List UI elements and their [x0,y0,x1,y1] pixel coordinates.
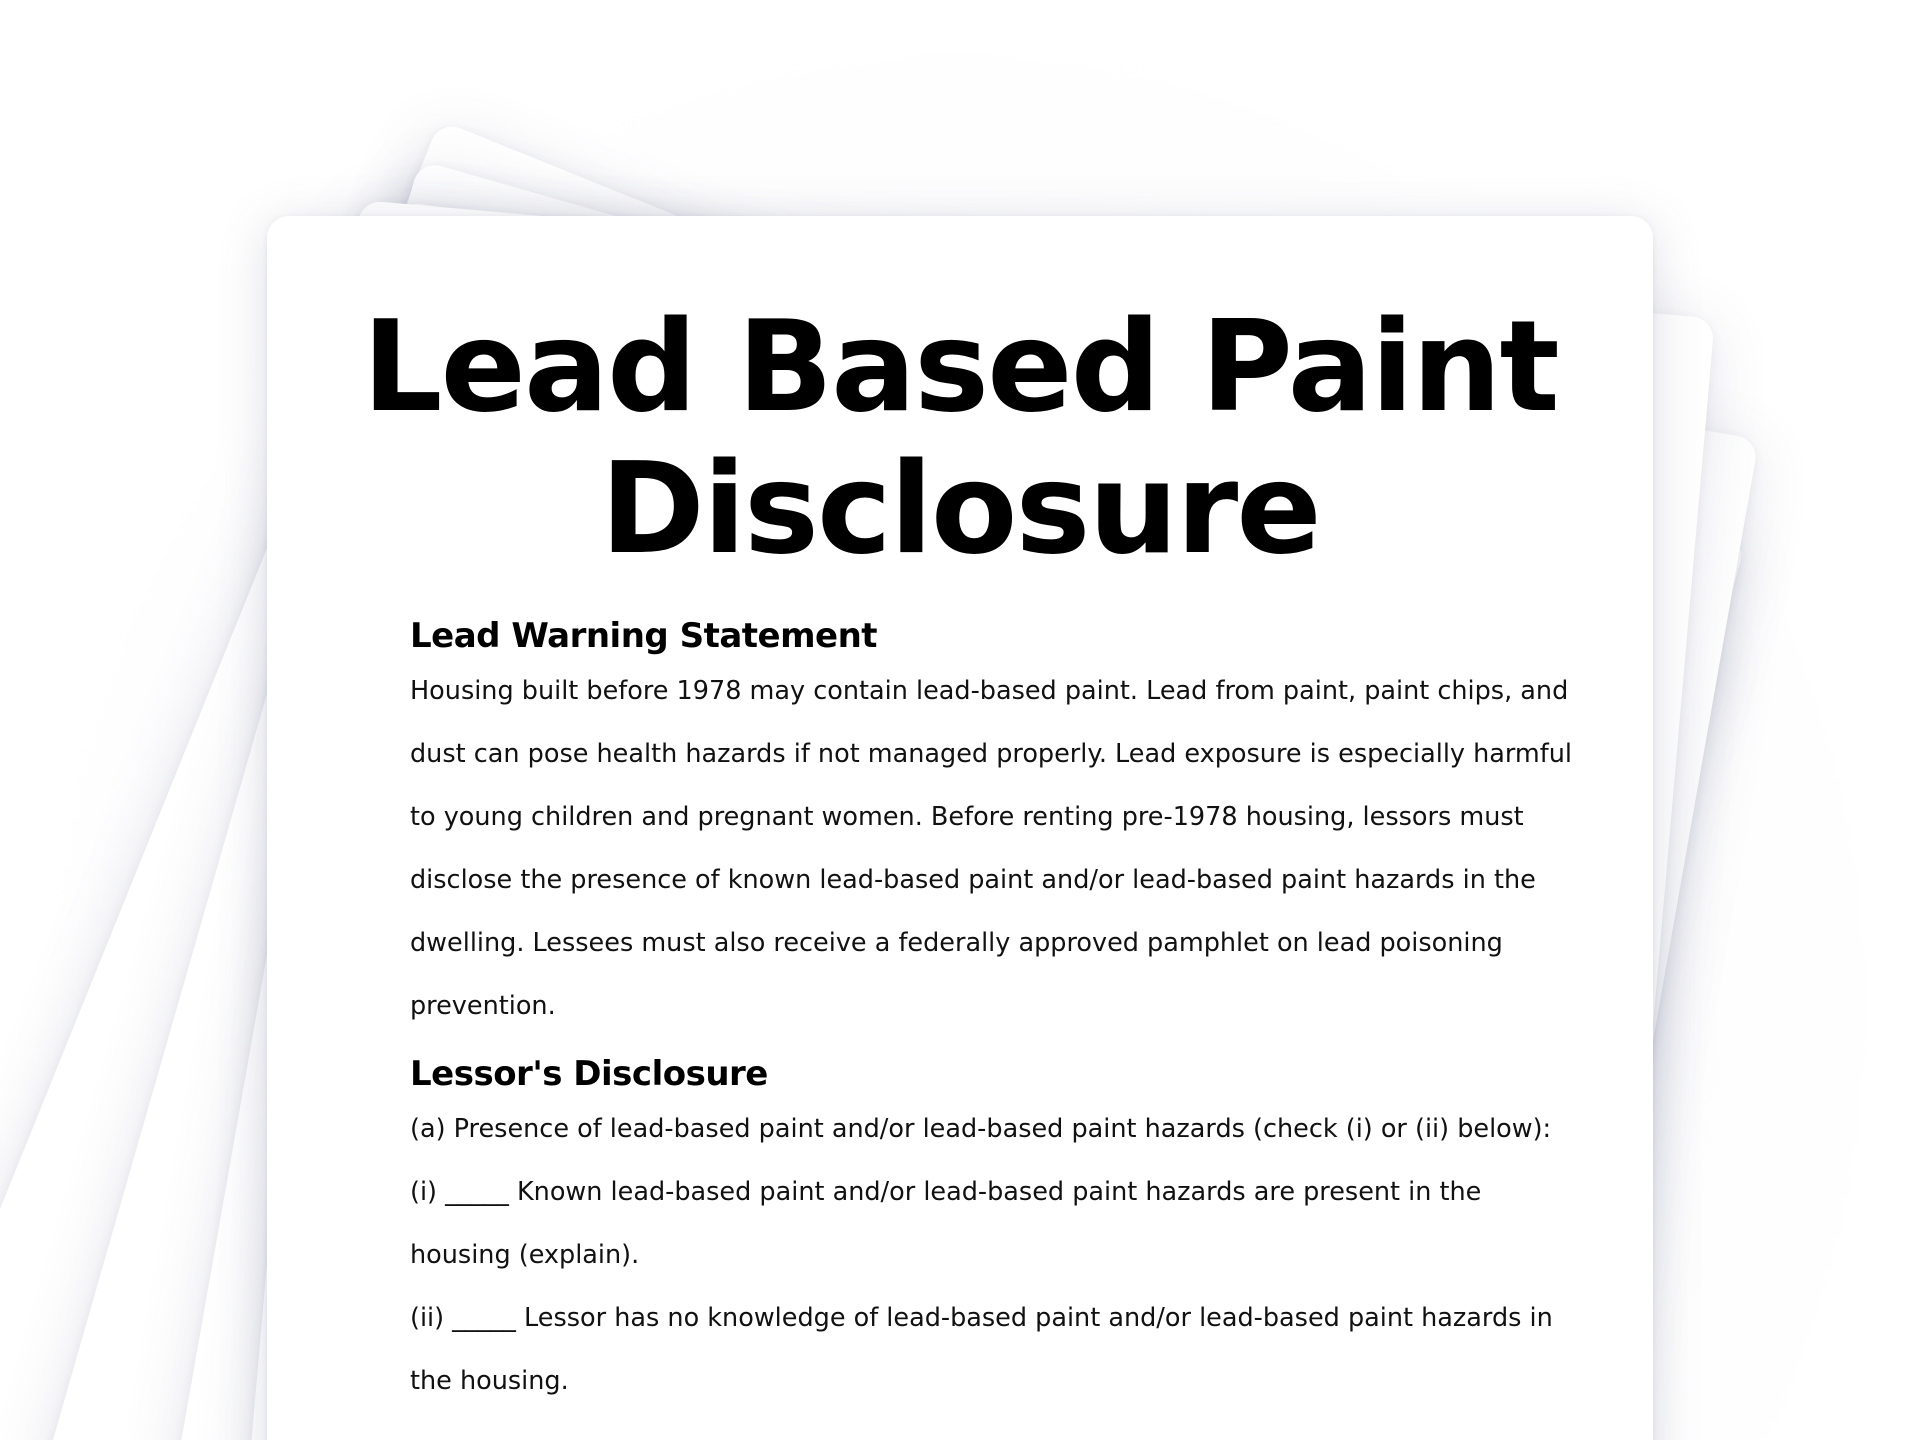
document-title: Lead Based Paint Disclosure [362,293,1558,582]
document-page [267,216,1653,1440]
document-body [410,612,1590,1413]
lead-warning-paragraph: Housing built before 1978 may contain lead-based paint. Lead from paint, paint chips, and dust can pose health hazards if not managed properly. Lead exposure is especially harmful to young children and pregnant women. Before renting pre-1978 housing, lessors must disclose the presence of known lead-based paint and/or lead-based paint hazards in the dwelling. Lessees must also receive a federally approved pamphlet on lead poisoning prevention. [410,676,1572,1021]
disclosure-item-a: (a) Presence of lead-based paint and/or lead-based paint hazards (check (i) or (ii) below): [410,1114,1552,1144]
section-heading-lessor-disclosure: Lessor's Disclosure [410,1054,768,1094]
disclosure-item-i: (i) _____ Known lead-based paint and/or lead-based paint hazards are present in the housing (explain). [410,1177,1482,1270]
section-heading-lead-warning: Lead Warning Statement [410,616,878,656]
disclosure-item-ii: (ii) _____ Lessor has no knowledge of lead-based paint and/or lead-based paint hazards in the housing. [410,1303,1553,1396]
